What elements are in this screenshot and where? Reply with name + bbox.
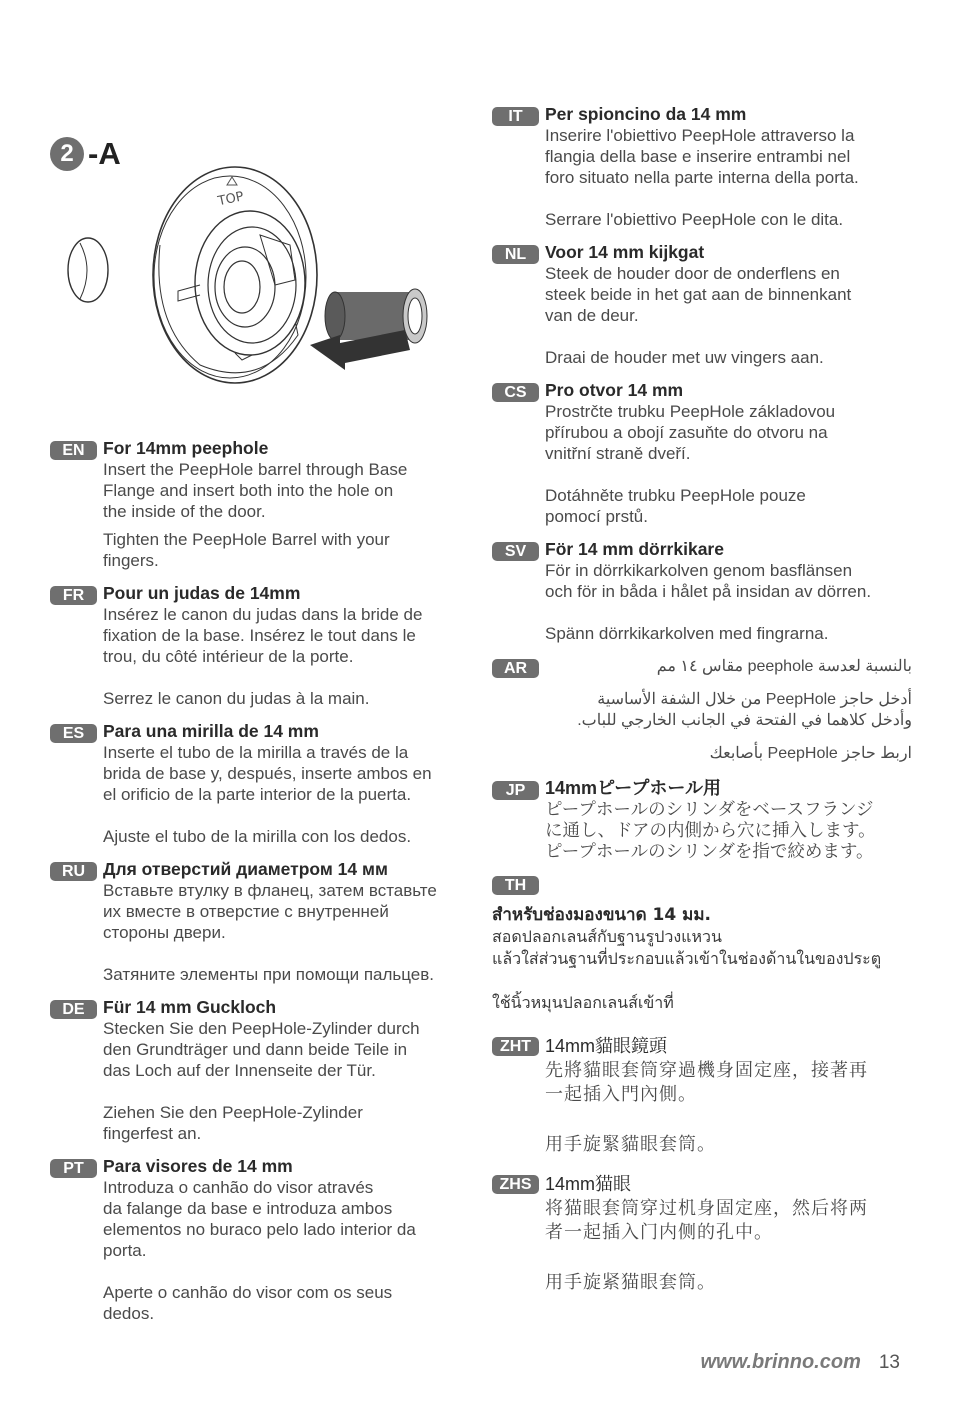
lang-badge-en: EN <box>50 441 97 460</box>
section-th <box>492 876 912 1014</box>
lang-badge-zht: ZHT <box>492 1037 539 1056</box>
section-title: Voor 14 mm kijkgat <box>545 242 705 262</box>
instruction-line: 将猫眼套筒穿过机身固定座，然后将两 <box>545 1198 868 1218</box>
instruction-line: fingers. <box>103 551 159 570</box>
section-es <box>50 721 470 847</box>
instruction-line: Ziehen Sie den PeepHole-Zylinder <box>103 1103 363 1122</box>
instruction-line: 一起插入門內側。 <box>545 1084 697 1104</box>
lang-badge-it: IT <box>492 107 539 126</box>
instruction-line: Serrare l'obiettivo PeepHole con le dita. <box>545 210 844 229</box>
svg-text:TOP: TOP <box>216 189 246 210</box>
instruction-line: Tighten the PeepHole Barrel with your <box>103 530 390 549</box>
instruction-line: elementos no buraco pelo lado interior da <box>103 1220 416 1239</box>
instruction-line: pomocí prstů. <box>545 507 648 526</box>
instruction-line: Draai de houder met uw vingers aan. <box>545 348 824 367</box>
instruction-line: وأدخل كلاهما في الفتحة في الجانب الخارجي للباب. <box>577 712 912 729</box>
instruction-line: 用手旋紧猫眼套筒。 <box>545 1272 716 1292</box>
instruction-line: brida de base y, después, inserte ambos en <box>103 764 432 783</box>
instruction-line: Stecken Sie den PeepHole-Zylinder durch <box>103 1019 420 1038</box>
section-title: Per spioncino da 14 mm <box>545 104 747 124</box>
section-title: Pour un judas de 14mm <box>103 583 301 603</box>
instruction-line: porta. <box>103 1241 147 1260</box>
instruction-line: สอดปลอกเลนส์กับฐานรูปวงแหวน <box>492 927 722 946</box>
page-footer <box>700 1351 900 1374</box>
section-pt <box>50 1156 470 1324</box>
instruction-line: el orificio de la parte interior de la puerta. <box>103 785 412 804</box>
section-title: สำหรับช่องมองขนาด 14 มม. <box>492 905 712 925</box>
instruction-line: fingerfest an. <box>103 1124 202 1143</box>
instruction-line: Aperte o canhão do visor com os seus <box>103 1283 393 1302</box>
lang-badge-fr: FR <box>50 586 97 605</box>
step-suffix: -A <box>88 136 121 171</box>
instruction-line: أدخل حاجز PeepHole من خلال الشفة الأساسية <box>597 691 912 708</box>
left-column <box>50 438 470 1336</box>
website-link[interactable]: www.brinno.com <box>700 1351 861 1373</box>
instruction-line: För in dörrkikarkolven genom basflänsen <box>545 561 853 580</box>
instruction-line: ピープホールのシリンダを指で絞めます。 <box>545 841 874 861</box>
section-fr <box>50 583 470 709</box>
section-cs <box>492 380 912 527</box>
instruction-line: Затяните элементы при помощи пальцев. <box>103 965 435 984</box>
instruction-line: に通し、ドアの内側から穴に挿入します。 <box>545 820 876 840</box>
step-number-badge: 2 <box>50 137 84 171</box>
instruction-line: Inserte el tubo de la mirilla a través de la <box>103 743 409 762</box>
instruction-line: اربط حاجز PeepHole بأصابعك <box>709 745 912 762</box>
instruction-line: da falange da base e introduza ambos <box>103 1199 393 1218</box>
instruction-line: fixation de la base. Insérez le tout dans le <box>103 626 416 645</box>
instruction-line: стороны двери. <box>103 923 226 942</box>
instruction-line: Introduza o canhão do visor através <box>103 1178 374 1197</box>
lang-badge-ru: RU <box>50 862 97 881</box>
instruction-line: ใช้นิ้วหมุนปลอกเลนส์เข้าที่ <box>492 993 674 1012</box>
instruction-line: Вставьте втулку в фланец, затем вставьте <box>103 881 437 900</box>
section-ru <box>50 859 470 985</box>
section-zht <box>492 1034 912 1156</box>
section-title: Pro otvor 14 mm <box>545 380 684 400</box>
arabic-text <box>545 656 912 764</box>
section-en <box>50 438 470 571</box>
peephole-barrel-icon <box>325 289 427 343</box>
section-title: Для отверстий диаметром 14 мм <box>103 859 388 879</box>
section-zhs <box>492 1172 912 1294</box>
section-title: بالنسبة لعدسة peephole مقاس ١٤ مم <box>656 658 912 675</box>
section-title: För 14 mm dörrkikare <box>545 539 724 559</box>
section-de <box>50 997 470 1144</box>
instruction-line: ピープホールのシリンダをベースフランジ <box>545 799 874 819</box>
lang-badge-zhs: ZHS <box>492 1175 539 1194</box>
instruction-line: přírubou a obojí zasuňte do otvoru na <box>545 423 828 442</box>
section-title: Für 14 mm Guckloch <box>103 997 277 1017</box>
section-nl <box>492 242 912 368</box>
section-ar <box>492 656 912 764</box>
lang-badge-ar: AR <box>492 659 539 678</box>
section-title: 14mm猫眼 <box>545 1174 632 1194</box>
instruction-line: Dotáhněte trubku PeepHole pouze <box>545 486 806 505</box>
instruction-line: их вместе в отверстие с внутренней <box>103 902 389 921</box>
instruction-line: steek beide in het gat aan de binnenkant <box>545 285 852 304</box>
instruction-line: dedos. <box>103 1304 155 1323</box>
section-title: Para una mirilla de 14 mm <box>103 721 319 741</box>
lang-badge-pt: PT <box>50 1159 97 1178</box>
instruction-line: the inside of the door. <box>103 502 266 521</box>
section-it <box>492 104 912 230</box>
instruction-line: Ajuste el tubo de la mirilla con los dedos. <box>103 827 412 846</box>
instruction-line: Insert the PeepHole barrel through Base <box>103 460 408 479</box>
lang-badge-th: TH <box>492 876 539 895</box>
base-flange-icon <box>153 167 317 383</box>
instruction-line: Prostrčte trubku PeepHole základovou <box>545 402 836 421</box>
lang-badge-cs: CS <box>492 383 539 402</box>
section-title: Para visores de 14 mm <box>103 1156 293 1176</box>
section-jp <box>492 778 912 862</box>
section-sv <box>492 539 912 644</box>
instruction-line: van de deur. <box>545 306 639 325</box>
instruction-line: Spänn dörrkikarkolven med fingrarna. <box>545 624 829 643</box>
peephole-assembly-illustration <box>60 165 460 430</box>
lang-badge-jp: JP <box>492 781 539 800</box>
lang-badge-sv: SV <box>492 542 539 561</box>
instruction-line: Insérez le canon du judas dans la bride de <box>103 605 423 624</box>
right-column <box>492 104 912 1306</box>
instruction-line: 者一起插入门内侧的孔中。 <box>545 1222 773 1242</box>
instruction-line: Steek de houder door de onderflens en <box>545 264 840 283</box>
instruction-line: แล้วใส่ส่วนฐานที่ประกอบแล้วเข้าในช่องด้านในของประตู <box>492 949 882 968</box>
instruction-line: Inserire l'obiettivo PeepHole attraverso la <box>545 126 855 145</box>
instruction-line: vnitřní straně dveří. <box>545 444 691 463</box>
instruction-line: foro situato nella parte interna della porta. <box>545 168 859 187</box>
page-number: 13 <box>878 1352 900 1373</box>
section-title: 14mmピープホール用 <box>545 778 722 798</box>
instruction-line: Serrez le canon du judas à la main. <box>103 689 370 708</box>
lang-badge-de: DE <box>50 1000 97 1019</box>
instruction-line: 用手旋緊貓眼套筒。 <box>545 1134 716 1154</box>
instruction-line: den Grundträger und dann beide Teile in <box>103 1040 408 1059</box>
instruction-line: das Loch auf der Innenseite der Tür. <box>103 1061 376 1080</box>
instruction-line: och för in båda i hålet på insidan av dörren. <box>545 582 872 601</box>
instruction-line: 先將貓眼套筒穿過機身固定座，接著再 <box>545 1060 868 1080</box>
instruction-line: flangia della base e inserire entrambi nel <box>545 147 851 166</box>
section-title: 14mm貓眼鏡頭 <box>545 1036 668 1056</box>
instruction-line: Flange and insert both into the hole on <box>103 481 394 500</box>
lang-badge-es: ES <box>50 724 97 743</box>
lens-ring-icon <box>68 238 108 302</box>
lang-badge-nl: NL <box>492 245 539 264</box>
section-title: For 14mm peephole <box>103 438 269 458</box>
instruction-line: trou, du côté intérieur de la porte. <box>103 647 354 666</box>
